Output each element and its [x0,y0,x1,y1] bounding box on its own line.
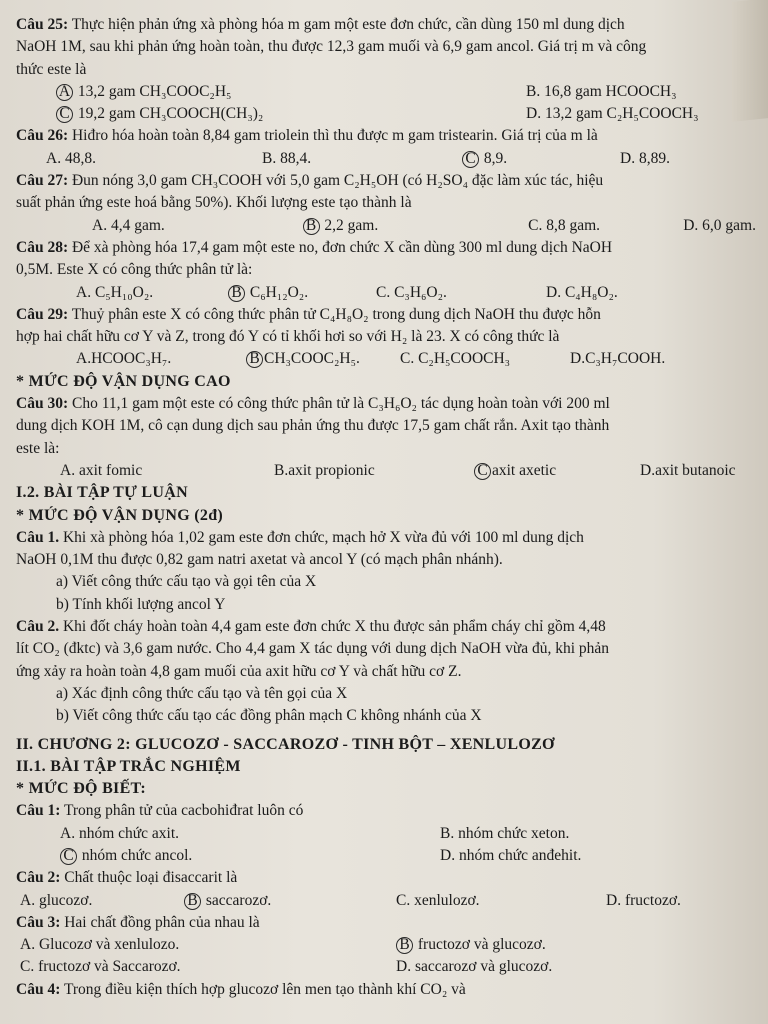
tl2-line-1: Câu 2. Khi đốt cháy hoàn toàn 4,4 gam este đơn chức X thu được sản phẩm cháy chỉ gồm 4,48 [16,618,606,636]
c3-options-row-1 [16,934,756,956]
q28-option-a: A. C₅H₁₀O₂. [76,283,154,301]
circled-mark: B [184,893,201,910]
tl2-part-b: b) Viết công thức cấu tạo các đồng phân mạch C không nhánh của X [56,707,482,725]
heading-bai-tap-trac-nghiem: II.1. BÀI TẬP TRẮC NGHIỆM [16,757,241,775]
c1-option-a: A. nhóm chức axit. [60,824,180,842]
q29-option-d: D.C₃H₇COOH. [570,350,666,368]
question-number: Câu 1: [16,802,61,820]
c3-options-row-2 [16,956,756,978]
c2-options [16,890,756,912]
circled-mark: B [303,218,320,235]
question-number: Câu 2. [16,618,60,636]
question-number: Câu 4: [16,980,61,998]
c2-option-d: D. fructozơ. [606,891,681,909]
q26-option-d: D. 8,89. [620,149,670,167]
content [16,14,756,1001]
circled-mark: A [56,84,73,101]
tl2-line-3: ứng xảy ra hoàn toàn 4,8 gam muối của axit hữu cơ Y và chất hữu cơ Z. [16,662,462,680]
q28-options [16,282,756,304]
q30-option-b: B.axit propionic [274,461,375,479]
question-number: Câu 30: [16,395,69,413]
q26-option-b: B. 88,4. [262,149,312,167]
q30-line-1: Câu 30: Cho 11,1 gam một este có công thức phân tử là C₃H₆O₂ tác dụng hoàn toàn với 200 ml [16,395,610,413]
q26-line-1: Câu 26: Hiđro hóa hoàn toàn 8,84 gam triolein thì thu được m gam tristearin. Giá trị của m là [16,127,598,145]
c1-option-b: B. nhóm chức xeton. [440,824,570,842]
q25-option-d: D. 13,2 gam C₂H₅COOCH₃ [526,105,699,123]
q28-option-c: C. C₃H₆O₂. [376,283,447,301]
q25-option-a: A 13,2 gam CH₃COOC₂H₅ [16,81,526,103]
q30-line-2: dung dịch KOH 1M, cô cạn dung dịch sau phản ứng thu được 17,5 gam chất rắn. Axit tạo thành [16,417,610,435]
tl1-part-a: a) Viết công thức cấu tạo và gọi tên của X [56,573,317,591]
q29-line-2: hợp hai chất hữu cơ Y và Z, trong đó Y có tỉ khối hơi so với H₂ là 23. X có công thức là [16,328,560,346]
q27-option-d: D. 6,0 gam. [683,216,756,234]
q30-line-3: este là: [16,439,60,457]
heading-van-dung: * MỨC ĐỘ VẬN DỤNG (2đ) [16,506,224,524]
c4-line-1: Câu 4: Trong điều kiện thích hợp glucozơ lên men tạo thành khí CO₂ và [16,980,466,998]
question-number: Câu 29: [16,305,69,323]
tl1-part-b: b) Tính khối lượng ancol Y [56,595,226,613]
c2-option-b: B saccarozơ. [184,890,396,912]
c1-option-c: C nhóm chức ancol. [16,845,440,867]
question-number: Câu 28: [16,238,69,256]
c3-line-1: Câu 3: Hai chất đồng phân của nhau là [16,913,260,931]
heading-muc-do-biet: * MỨC ĐỘ BIẾT: [16,780,146,798]
question-number: Câu 25: [16,16,69,33]
q29-option-a: A.HCOOC₃H₇. [76,350,172,368]
question-number: Câu 26: [16,127,69,145]
circled-mark: C [56,106,73,123]
c1-line-1: Câu 1: Trong phân tử của cacbohiđrat luôn có [16,802,304,820]
circled-mark: B [228,285,245,302]
q30-option-d: D.axit butanoic [640,461,736,479]
q28-line-1: Câu 28: Để xà phòng hóa 17,4 gam một este no, đơn chức X cần dùng 300 ml dung dịch NaOH [16,238,613,256]
c2-option-a: A. glucozơ. [20,891,93,909]
q27-line-2: suất phản ứng este hoá bằng 50%). Khối lượng este tạo thành là [16,194,412,212]
tl1-line-1: Câu 1. Khi xà phòng hóa 1,02 gam este đơn chức, mạch hở X vừa đủ với 100 ml dung dịch [16,528,584,546]
q25-option-c: C 19,2 gam CH₃COOCH(CH₃)₂ [16,103,526,125]
question-number: Câu 27: [16,172,69,190]
c3-option-d: D. saccarozơ và glucozơ. [396,958,553,976]
c3-option-a: A. Glucozơ và xenlulozo. [20,936,180,954]
q27-options [16,215,756,237]
question-number: Câu 3: [16,913,61,931]
circled-mark: C [60,848,77,865]
tl2-part-a: a) Xác định công thức cấu tạo và tên gọi của X [56,684,348,702]
q25-options-row-2 [16,103,756,125]
c1-options-row-1 [16,823,756,845]
q26-options [16,148,756,170]
question-number: Câu 1. [16,528,60,546]
q29-options [16,348,756,370]
heading-bai-tap-tu-luan: I.2. BÀI TẬP TỰ LUẬN [16,484,188,502]
q29-option-b: B CH₃COOC₂H₅. [246,348,400,370]
c3-option-b: B fructozơ và glucozơ. [396,934,546,956]
q26-option-a: A. 48,8. [46,149,96,167]
q25-line-1: Câu 25: Thực hiện phản ứng xà phòng hóa m gam một este đơn chức, cần dùng 150 ml dung dịch [16,16,625,33]
q25-options-row-1 [16,81,756,103]
c3-option-c: C. fructozơ và Saccarozơ. [20,958,181,976]
q25-option-b: B. 16,8 gam HCOOCH₃ [526,82,677,100]
tl1-line-2: NaOH 0,1M thu được 0,82 gam natri axetat và ancol Y (có mạch phân nhánh). [16,551,503,569]
q28-line-2: 0,5M. Este X có công thức phân tử là: [16,261,253,279]
c1-options-row-2 [16,845,756,867]
q25-line-2: NaOH 1M, sau khi phản ứng hoàn toàn, thu được 12,3 gam muối và 6,9 gam ancol. Giá trị m và công [16,38,647,56]
circled-mark: C [462,151,479,168]
heading-van-dung-cao: * MỨC ĐỘ VẬN DỤNG CAO [16,372,231,390]
q30-option-a: A. axit fomic [60,461,143,479]
circled-mark: B [246,351,263,368]
circled-mark: C [474,463,491,480]
q27-option-b: B 2,2 gam. [303,215,529,237]
q27-option-c: C. 8,8 gam. [528,216,601,234]
q29-line-1: Câu 29: Thuỷ phân este X có công thức phân tử C₄H₈O₂ trong dung dịch NaOH thu được hỗn [16,305,601,323]
c1-option-d: D. nhóm chức anđehit. [440,846,582,864]
c2-line-1: Câu 2: Chất thuộc loại đisaccarit là [16,869,238,887]
q28-option-b: B C₆H₁₂O₂. [228,282,376,304]
q27-line-1: Câu 27: Đun nóng 3,0 gam CH₃COOH với 5,0 gam C₂H₅OH (có H₂SO₄ đặc làm xúc tác, hiệu [16,172,604,190]
heading-chuong-2: II. CHƯƠNG 2: GLUCOZƠ - SACCAROZƠ - TINH BỘT – XENLULOZƠ [16,735,555,753]
c2-option-c: C. xenlulozơ. [396,891,480,909]
q30-option-c: C axit axetic [474,460,640,482]
q25-line-3: thức este là [16,60,87,78]
q29-option-c: C. C₂H₅COOCH₃ [400,350,511,368]
tl2-line-2: lít CO₂ (đktc) và 3,6 gam nước. Cho 4,4 gam X tác dụng với dung dịch NaOH vừa đủ, khi phản [16,640,610,658]
question-number: Câu 2: [16,869,61,887]
q30-options [16,460,756,482]
q28-option-d: D. C₄H₈O₂. [546,283,618,301]
q26-option-c: C 8,9. [462,148,620,170]
circled-mark: B [396,937,413,954]
q27-option-a: A. 4,4 gam. [92,216,165,234]
